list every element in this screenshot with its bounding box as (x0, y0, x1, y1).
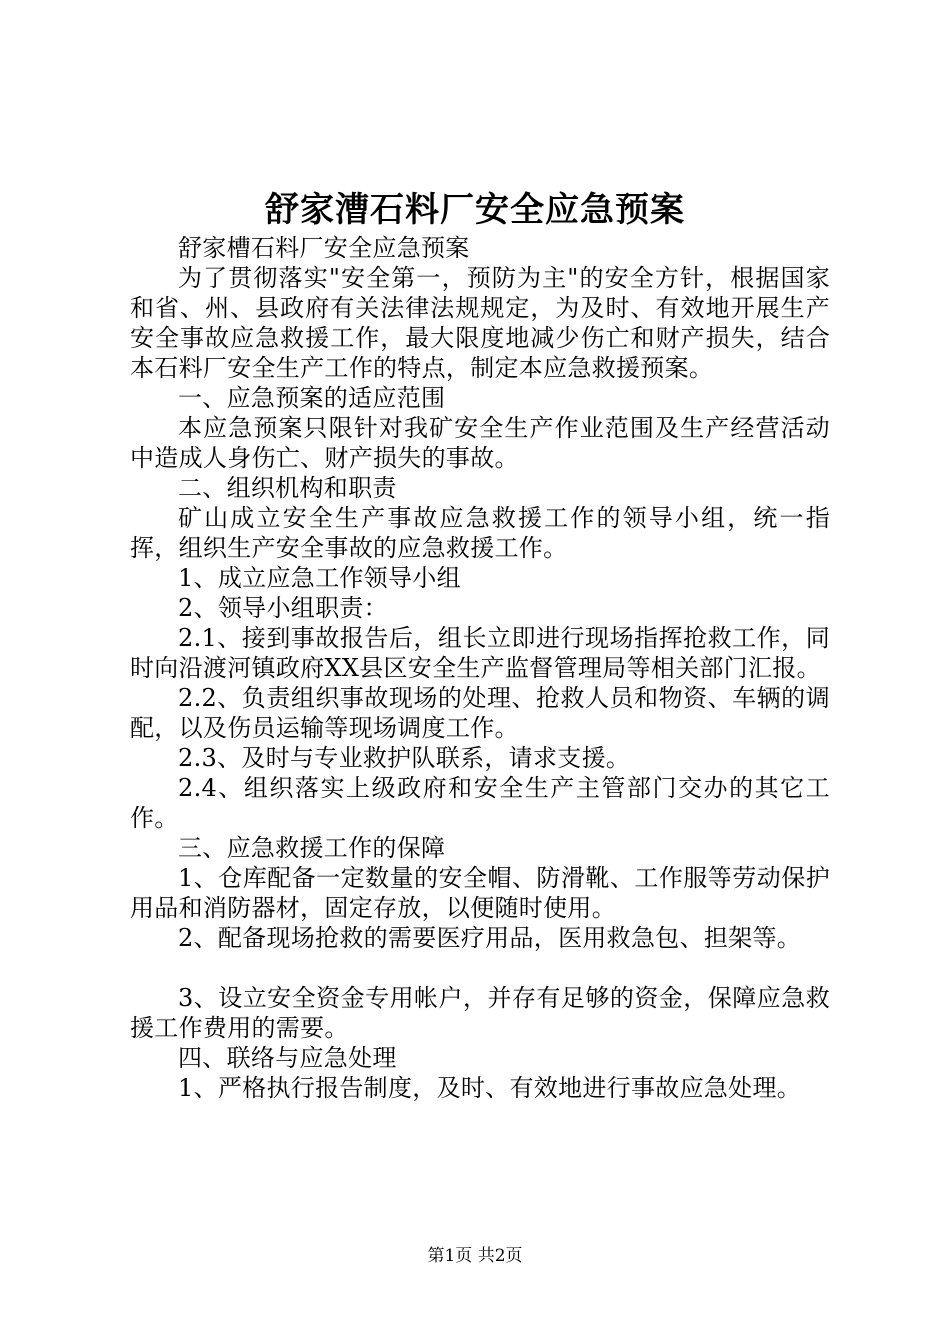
list-item-duty-2-1: 2.1、接到事故报告后，组长立即进行现场指挥抢救工作，同时向沿渡河镇政府XX县区安全生产监督管理局等相关部门汇报。 (130, 624, 830, 682)
section-heading-contact: 四、联络与应急处理 (178, 1044, 397, 1072)
document-body (130, 233, 830, 1103)
paragraph-subtitle: 舒家槽石料厂安全应急预案 (178, 234, 470, 262)
document-title: 舒家漕石料厂安全应急预案 (265, 190, 685, 230)
section-heading-organization: 二、组织机构和职责 (178, 474, 397, 502)
paragraph-scope: 本应急预案只限针对我矿安全生产作业范围及生产经营活动中造成人身伤亡、财产损失的事故。 (130, 414, 830, 472)
list-item-guarantee-2: 2、配备现场抢救的需要医疗用品，医用救急包、担架等。 (178, 924, 802, 952)
list-item-contact-1: 1、严格执行报告制度，及时、有效地进行事故应急处理。 (178, 1074, 802, 1102)
list-item-duty-2-3: 2.3、及时与专业救护队联系，请求支援。 (178, 744, 631, 772)
section-heading-scope: 一、应急预案的适应范围 (178, 384, 446, 412)
list-item-guarantee-1: 1、仓库配备一定数量的安全帽、防滑靴、工作服等劳动保护用品和消防器材，固定存放，以便随时使用。 (130, 864, 830, 922)
list-item-leading-group: 1、成立应急工作领导小组 (178, 564, 461, 592)
list-item-guarantee-3: 3、设立安全资金专用帐户，并存有足够的资金，保障应急救援工作费用的需要。 (130, 984, 830, 1042)
page-number-footer: 第1页 共2页 (427, 1246, 523, 1266)
list-item-group-duties: 2、领导小组职责： (178, 594, 388, 622)
section-heading-guarantee: 三、应急救援工作的保障 (178, 834, 446, 862)
list-item-duty-2-2: 2.2、负责组织事故现场的处理、抢救人员和物资、车辆的调配，以及伤员运输等现场调度工作。 (130, 684, 830, 742)
list-item-duty-2-4: 2.4、组织落实上级政府和安全生产主管部门交办的其它工作。 (130, 774, 830, 832)
paragraph-organization: 矿山成立安全生产事故应急救援工作的领导小组，统一指挥，组织生产安全事故的应急救援工作。 (130, 504, 830, 562)
paragraph-intro: 为了贯彻落实"安全第一，预防为主"的安全方针，根据国家和省、州、县政府有关法律法规规定，为及时、有效地开展生产安全事故应急救援工作，最大限度地减少伤亡和财产损失，结合本石料厂安全生产工作的特点，制定本应急救援预案。 (130, 264, 830, 382)
